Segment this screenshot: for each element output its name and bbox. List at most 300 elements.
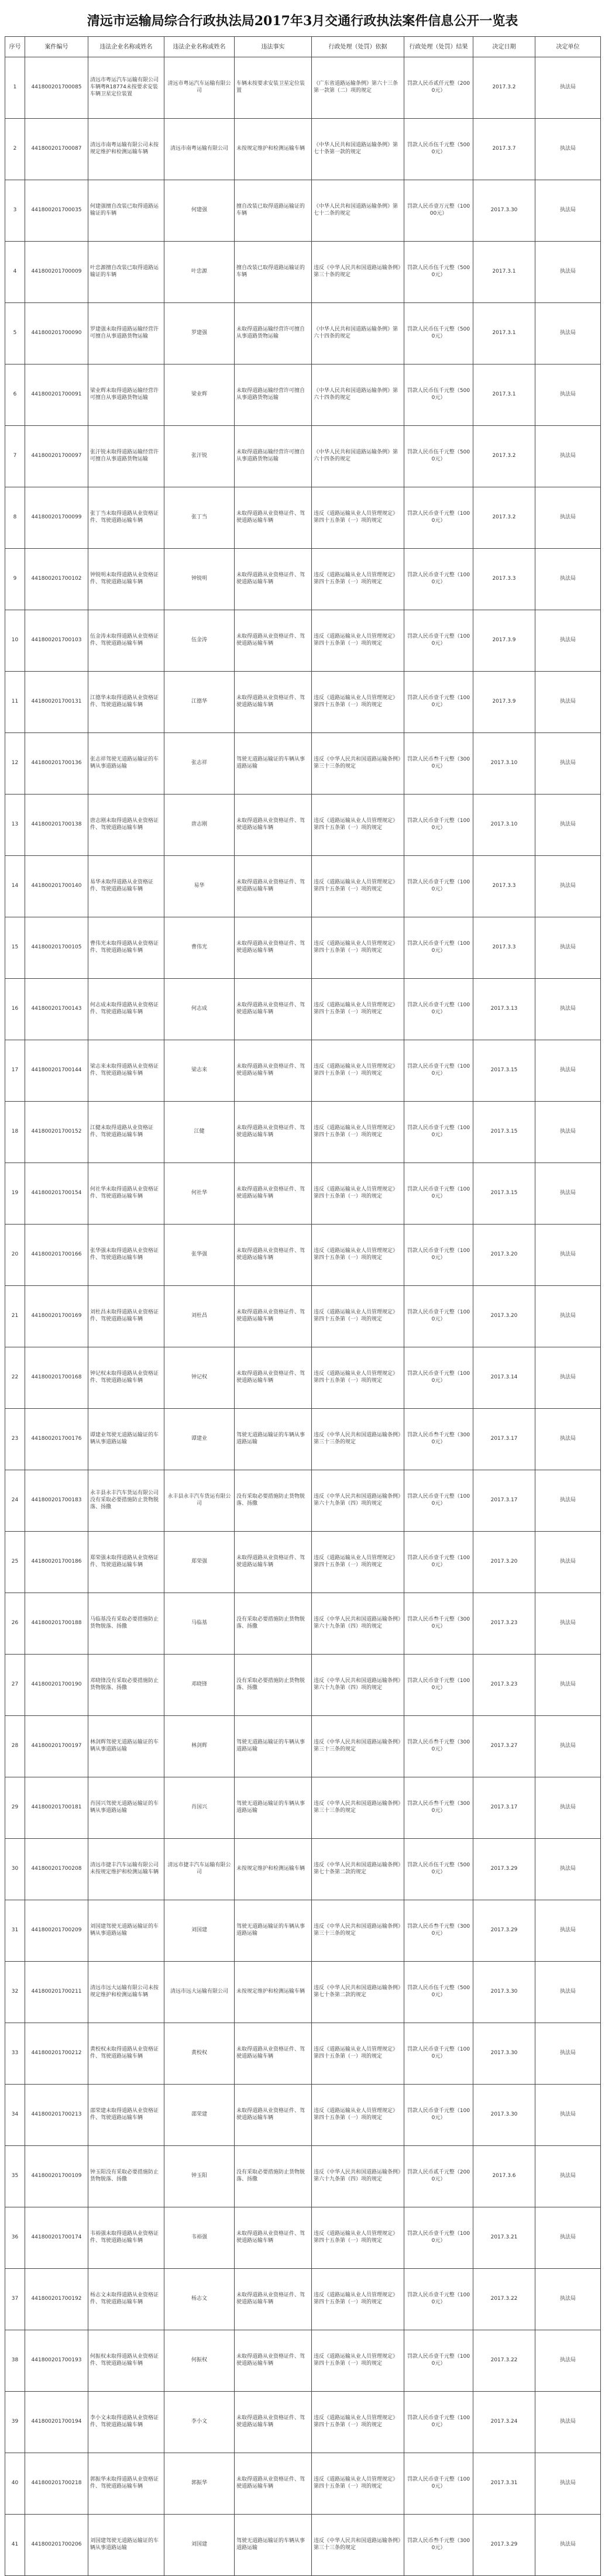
cell-party-name: 林剑辉 [164, 1716, 235, 1777]
cell-basis: 违反《中华人民共和国道路运输条例》第三十三条的规定 [312, 733, 404, 795]
cell-unit: 执法局 [535, 2453, 601, 2515]
cell-unit: 执法局 [535, 672, 601, 733]
cell-index: 14 [5, 856, 25, 917]
cell-violation: 未取得道路从业资格证件、驾驶道路运输车辆 [235, 2085, 312, 2146]
cell-party: 清远市远大运输有限公司未按规定维护和检测运输车辆 [88, 1962, 164, 2023]
table-row [5, 364, 601, 426]
table-row [5, 733, 601, 795]
cell-case-number: 441800201700176 [25, 1409, 88, 1470]
cell-index: 8 [5, 487, 25, 549]
cell-party: 清远市粤运汽车运输有限公司车辆粤R18774未按要求安装车辆卫星定位装置 [88, 57, 164, 119]
cell-unit: 执法局 [535, 1470, 601, 1532]
cell-violation: 未按规定维护和检测运输车辆 [235, 119, 312, 180]
cell-result: 罚款人民币贰仟元整（2000元） [404, 57, 473, 119]
header-date: 决定日期 [473, 37, 535, 57]
cell-party: 梁志来未取得道路从业资格证件、驾驶道路运输车辆 [88, 1040, 164, 1102]
cell-party: 何志成未取得道路从业资格证件、驾驶道路运输车辆 [88, 979, 164, 1040]
cell-index: 24 [5, 1470, 25, 1532]
cell-party-name: 邓晓锋 [164, 1655, 235, 1716]
cell-basis: 违反《道路运输从业人员管理规定》第四十五条第（一）项的规定 [312, 1286, 404, 1347]
cell-case-number: 441800201700102 [25, 549, 88, 610]
cell-violation: 未取得道路运输经营许可擅自从事道路货物运输 [235, 426, 312, 487]
cell-party: 李小文未取得道路从业资格证件、驾驶道路运输车辆 [88, 2392, 164, 2453]
table-row [5, 856, 601, 917]
table-row [5, 1163, 601, 1225]
cell-date: 2017.3.29 [473, 1839, 535, 1900]
cell-violation: 未取得道路从业资格证件、驾驶道路运输车辆 [235, 2023, 312, 2085]
cell-case-number: 441800201700197 [25, 1716, 88, 1777]
cell-unit: 执法局 [535, 2023, 601, 2085]
cell-date: 2017.3.17 [473, 1777, 535, 1839]
cell-case-number: 441800201700087 [25, 119, 88, 180]
cell-basis: 违反《中华人民共和国道路运输条例》第六十九条第（四）项的规定 [312, 1470, 404, 1532]
cell-violation: 车辆未按要求安装卫星定位装置 [235, 57, 312, 119]
cell-unit: 执法局 [535, 2207, 601, 2269]
cell-party-name: 何建强 [164, 180, 235, 242]
cell-basis: 违反《道路运输从业人员管理规定》第四十五条第（一）项的规定 [312, 1347, 404, 1409]
table-row [5, 2146, 601, 2207]
cell-basis: 违反《中华人民共和国道路运输条例》第三十三条的规定 [312, 1777, 404, 1839]
cell-unit: 执法局 [535, 1593, 601, 1655]
cell-party: 何振权未取得道路从业资格证件、驾驶道路运输车辆 [88, 2330, 164, 2392]
table-row [5, 1409, 601, 1470]
cell-unit: 执法局 [535, 2515, 601, 2576]
cell-violation: 未取得道路从业资格证件、驾驶道路运输车辆 [235, 795, 312, 856]
cell-date: 2017.3.29 [473, 1900, 535, 1962]
table-row [5, 303, 601, 364]
cell-result: 罚款人民币叁千元整（3000元） [404, 733, 473, 795]
cell-basis: 违反《中华人民共和国道路运输条例》第三十三条的规定 [312, 1900, 404, 1962]
cell-violation: 未取得道路从业资格证件、驾驶道路运输车辆 [235, 979, 312, 1040]
cell-violation: 未取得道路从业资格证件、驾驶道路运输车辆 [235, 2330, 312, 2392]
cell-result: 罚款人民币伍千元整（5000元） [404, 364, 473, 426]
cell-basis: 违反《中华人民共和国道路运输条例》第六十九条第（四）项的规定 [312, 2146, 404, 2207]
cell-case-number: 441800201700206 [25, 2515, 88, 2576]
cell-party-name: 江德华 [164, 672, 235, 733]
header-basis: 行政处理（处罚）依据 [312, 37, 404, 57]
cell-basis: 违反《道路运输从业人员管理规定》第四十五条第（一）项的规定 [312, 2207, 404, 2269]
cell-case-number: 441800201700103 [25, 610, 88, 672]
cell-case-number: 441800201700009 [25, 242, 88, 303]
cell-case-number: 441800201700140 [25, 856, 88, 917]
cell-violation: 擅自改装已取得道路运输证的车辆 [235, 180, 312, 242]
cell-case-number: 441800201700144 [25, 1040, 88, 1102]
cell-case-number: 441800201700085 [25, 57, 88, 119]
cell-case-number: 441800201700099 [25, 487, 88, 549]
cell-result: 罚款人民币壹千元整（1000元） [404, 795, 473, 856]
cell-party: 江健未取得道路从业资格证件、驾驶道路运输车辆 [88, 1102, 164, 1163]
table-row [5, 180, 601, 242]
table-row [5, 2453, 601, 2515]
cell-date: 2017.3.22 [473, 2330, 535, 2392]
cell-basis: 违反《中华人民共和国道路运输条例》第六十九条第（四）项的规定 [312, 1655, 404, 1716]
cell-violation: 擅自改装已取得道路运输证的车辆 [235, 242, 312, 303]
cell-party-name: 杨志文 [164, 2269, 235, 2330]
cell-unit: 执法局 [535, 1532, 601, 1593]
cell-date: 2017.3.1 [473, 303, 535, 364]
cell-party-name: 韦裕强 [164, 2207, 235, 2269]
cell-result: 罚款人民币伍千元整（5000元） [404, 1962, 473, 2023]
cell-party-name: 郭振华 [164, 2453, 235, 2515]
cell-unit: 执法局 [535, 1347, 601, 1409]
cell-unit: 执法局 [535, 1040, 601, 1102]
cell-result: 罚款人民币壹千元整（1000元） [404, 1225, 473, 1286]
cell-party: 张志祥驾驶无道路运输证的车辆从事道路运输 [88, 733, 164, 795]
cell-party: 易华未取得道路从业资格证件、驾驶道路运输车辆 [88, 856, 164, 917]
cell-basis: 违反《道路运输从业人员管理规定》第四十五条第（一）项的规定 [312, 1225, 404, 1286]
cell-date: 2017.3.30 [473, 1962, 535, 2023]
table-row [5, 2269, 601, 2330]
cell-violation: 未取得道路从业资格证件、驾驶道路运输车辆 [235, 1225, 312, 1286]
cell-party-name: 清远市南粤运输有限公司 [164, 119, 235, 180]
cell-party-name: 黄校权 [164, 2023, 235, 2085]
cell-date: 2017.3.17 [473, 1470, 535, 1532]
cell-basis: 违反《中华人民共和国道路运输条例》第六十九条第（四）项的规定 [312, 1593, 404, 1655]
cell-party-name: 唐志刚 [164, 795, 235, 856]
cell-case-number: 441800201700208 [25, 1839, 88, 1900]
cell-index: 21 [5, 1286, 25, 1347]
cell-unit: 执法局 [535, 1225, 601, 1286]
table-row [5, 2330, 601, 2392]
cell-unit: 执法局 [535, 364, 601, 426]
cell-result: 罚款人民币壹千元整（1000元） [404, 1655, 473, 1716]
cell-basis: 违反《中华人民共和国道路运输条例》第七十条第二款的规定 [312, 1962, 404, 2023]
cell-party-name: 钟锐明 [164, 549, 235, 610]
table-row [5, 242, 601, 303]
cell-date: 2017.3.27 [473, 1716, 535, 1777]
cell-result: 罚款人民币壹千元整（1000元） [404, 917, 473, 979]
cell-basis: 违反《道路运输从业人员管理规定》第四十五条第（一）项的规定 [312, 1040, 404, 1102]
table-row [5, 119, 601, 180]
cell-unit: 执法局 [535, 795, 601, 856]
cell-index: 19 [5, 1163, 25, 1225]
cell-basis: 违反《中华人民共和国道路运输条例》第三十条的规定 [312, 242, 404, 303]
header-result: 行政处理（处罚）结果 [404, 37, 473, 57]
cell-unit: 执法局 [535, 2330, 601, 2392]
cell-basis: 违反《道路运输从业人员管理规定》第四十五条第（一）项的规定 [312, 487, 404, 549]
cell-violation: 未取得道路从业资格证件、驾驶道路运输车辆 [235, 2392, 312, 2453]
cell-party-name: 李小文 [164, 2392, 235, 2453]
cell-index: 25 [5, 1532, 25, 1593]
cell-basis: 违反《道路运输从业人员管理规定》第四十五条第（一）项的规定 [312, 2085, 404, 2146]
cell-date: 2017.3.9 [473, 610, 535, 672]
table-row [5, 1900, 601, 1962]
cell-unit: 执法局 [535, 917, 601, 979]
cell-unit: 执法局 [535, 2085, 601, 2146]
cell-index: 29 [5, 1777, 25, 1839]
cell-result: 罚款人民币壹千元整（1000元） [404, 487, 473, 549]
cell-result: 罚款人民币壹千元整（1000元） [404, 2330, 473, 2392]
cell-party: 邵荣建未取得道路从业资格证件、驾驶道路运输车辆 [88, 2085, 164, 2146]
cell-unit: 执法局 [535, 119, 601, 180]
table-row [5, 2085, 601, 2146]
cell-case-number: 441800201700194 [25, 2392, 88, 2453]
cell-date: 2017.3.1 [473, 242, 535, 303]
cell-unit: 执法局 [535, 1102, 601, 1163]
cell-result: 罚款人民币壹千元整（1000元） [404, 1347, 473, 1409]
cell-result: 罚款人民币壹千元整（1000元） [404, 856, 473, 917]
cell-case-number: 441800201700109 [25, 2146, 88, 2207]
cell-index: 40 [5, 2453, 25, 2515]
cell-unit: 执法局 [535, 1839, 601, 1900]
cell-party-name: 郑荣强 [164, 1532, 235, 1593]
cell-result: 罚款人民币叁千元整（3000元） [404, 1777, 473, 1839]
cell-date: 2017.3.23 [473, 1655, 535, 1716]
cell-party: 郑荣强未取得道路从业资格证件、驾驶道路运输车辆 [88, 1532, 164, 1593]
cell-party: 何社华未取得道路从业资格证件、驾驶道路运输车辆 [88, 1163, 164, 1225]
table-row [5, 1286, 601, 1347]
cell-party: 钟记权未取得道路从业资格证件、驾驶道路运输车辆 [88, 1347, 164, 1409]
table-row [5, 1655, 601, 1716]
cell-party-name: 张志祥 [164, 733, 235, 795]
cell-basis: 违反《道路运输从业人员管理规定》第四十五条第（一）项的规定 [312, 1532, 404, 1593]
cell-result: 罚款人民币壹千元整（1000元） [404, 1532, 473, 1593]
cell-date: 2017.3.23 [473, 1593, 535, 1655]
cell-violation: 没有采取必要措施防止货物脱落、扬撒 [235, 2146, 312, 2207]
cell-party-name: 曹伟光 [164, 917, 235, 979]
cell-case-number: 441800201700212 [25, 2023, 88, 2085]
cell-unit: 执法局 [535, 1777, 601, 1839]
cell-party-name: 何志成 [164, 979, 235, 1040]
cell-case-number: 441800201700168 [25, 1347, 88, 1409]
cell-party-name: 张汗锐 [164, 426, 235, 487]
cell-case-number: 441800201700136 [25, 733, 88, 795]
cell-case-number: 441800201700209 [25, 1900, 88, 1962]
cell-case-number: 441800201700091 [25, 364, 88, 426]
cell-result: 罚款人民币叁千元整（3000元） [404, 1900, 473, 1962]
cell-party-name: 清远市捷丰汽车运输有限公司 [164, 1839, 235, 1900]
table-row [5, 1225, 601, 1286]
cell-violation: 没有采取必要措施防止货物脱落、扬撒 [235, 1470, 312, 1532]
cell-party: 杨志文未取得道路从业资格证件、驾驶道路运输车辆 [88, 2269, 164, 2330]
table-row [5, 57, 601, 119]
cell-violation: 未取得道路从业资格证件、驾驶道路运输车辆 [235, 1347, 312, 1409]
cell-result: 罚款人民币叁千元整（3000元） [404, 1593, 473, 1655]
cell-party-name: 刘国建 [164, 2515, 235, 2576]
page-title: 清远市运输局综合行政执法局2017年3月交通行政执法案件信息公开一览表 [87, 13, 518, 29]
cell-date: 2017.3.2 [473, 57, 535, 119]
cell-basis: 违反《道路运输从业人员管理规定》第四十五条第（一）项的规定 [312, 672, 404, 733]
cell-basis: 违反《道路运输从业人员管理规定》第四十五条第（一）项的规定 [312, 2023, 404, 2085]
cell-unit: 执法局 [535, 57, 601, 119]
cell-unit: 执法局 [535, 303, 601, 364]
cell-result: 罚款人民币伍千元整（5000元） [404, 119, 473, 180]
table-row [5, 2207, 601, 2269]
cell-index: 18 [5, 1102, 25, 1163]
cell-violation: 未取得道路从业资格证件、驾驶道路运输车辆 [235, 549, 312, 610]
cell-party: 钟玉阳没有采取必要措施防止货物脱落、扬撒 [88, 2146, 164, 2207]
cell-index: 1 [5, 57, 25, 119]
cell-index: 11 [5, 672, 25, 733]
cell-index: 41 [5, 2515, 25, 2576]
cell-party-name: 伍金涛 [164, 610, 235, 672]
cell-date: 2017.3.31 [473, 2453, 535, 2515]
cell-index: 28 [5, 1716, 25, 1777]
cell-unit: 执法局 [535, 487, 601, 549]
table-row [5, 610, 601, 672]
cell-basis: 违反《道路运输从业人员管理规定》第四十五条第（一）项的规定 [312, 610, 404, 672]
header-party: 违法企业名称或姓名 [88, 37, 164, 57]
cell-party-name: 江健 [164, 1102, 235, 1163]
cell-date: 2017.3.9 [473, 672, 535, 733]
cell-date: 2017.3.14 [473, 1347, 535, 1409]
cell-party-name: 永丰县永丰汽车货运有限公司 [164, 1470, 235, 1532]
cell-unit: 执法局 [535, 426, 601, 487]
cell-date: 2017.3.15 [473, 1163, 535, 1225]
cell-unit: 执法局 [535, 1286, 601, 1347]
cell-date: 2017.3.24 [473, 2392, 535, 2453]
table-row [5, 1347, 601, 1409]
cell-party: 谭建业驾驶无道路运输证的车辆从事道路运输 [88, 1409, 164, 1470]
cell-case-number: 441800201700090 [25, 303, 88, 364]
cell-index: 20 [5, 1225, 25, 1286]
cell-basis: 违反《中华人民共和国道路运输条例》第三十三条的规定 [312, 1716, 404, 1777]
cell-basis: 违反《中华人民共和国道路运输条例》第七十条第二款的规定 [312, 1839, 404, 1900]
table-row [5, 1962, 601, 2023]
table-row [5, 1593, 601, 1655]
cell-result: 罚款人民币叁千元整（3000元） [404, 2515, 473, 2576]
cell-party: 邓晓锋没有采取必要措施防止货物脱落、扬撒 [88, 1655, 164, 1716]
cell-case-number: 441800201700213 [25, 2085, 88, 2146]
cell-party: 江德华未取得道路从业资格证件、驾驶道路运输车辆 [88, 672, 164, 733]
cell-violation: 未取得道路从业资格证件、驾驶道路运输车辆 [235, 610, 312, 672]
table-body [5, 57, 601, 2576]
cell-basis: 违反《道路运输从业人员管理规定》第四十五条第（一）项的规定 [312, 795, 404, 856]
cell-index: 13 [5, 795, 25, 856]
table-row [5, 1532, 601, 1593]
cell-violation: 未取得道路从业资格证件、驾驶道路运输车辆 [235, 856, 312, 917]
cell-party-name: 张丁当 [164, 487, 235, 549]
cell-result: 罚款人民币叁千元整（3000元） [404, 1409, 473, 1470]
cell-case-number: 441800201700105 [25, 917, 88, 979]
cell-index: 22 [5, 1347, 25, 1409]
cell-party: 何建强擅自改装已取得道路运输证的车辆 [88, 180, 164, 242]
table-row [5, 1777, 601, 1839]
cell-date: 2017.3.7 [473, 119, 535, 180]
cell-basis: 违反《中华人民共和国道路运输条例》第三十三条的规定 [312, 1409, 404, 1470]
cell-index: 32 [5, 1962, 25, 2023]
cell-index: 39 [5, 2392, 25, 2453]
cell-basis: 《广东省道路运输条例》第六十三条第一款第（二）项的规定 [312, 57, 404, 119]
cell-date: 2017.3.30 [473, 2023, 535, 2085]
cell-case-number: 441800201700138 [25, 795, 88, 856]
cell-unit: 执法局 [535, 1163, 601, 1225]
cell-result: 罚款人民币壹千元整（1000元） [404, 2023, 473, 2085]
cell-case-number: 441800201700211 [25, 1962, 88, 2023]
cell-party-name: 邵荣建 [164, 2085, 235, 2146]
table-row [5, 549, 601, 610]
cell-unit: 执法局 [535, 2146, 601, 2207]
cell-date: 2017.3.17 [473, 1409, 535, 1470]
cell-date: 2017.3.20 [473, 1286, 535, 1347]
cell-party: 郭振华未取得道路从业资格证件、驾驶道路运输车辆 [88, 2453, 164, 2515]
cell-result: 罚款人民币壹千元整（1000元） [404, 2085, 473, 2146]
cell-index: 3 [5, 180, 25, 242]
cell-party: 刘杜昌未取得道路从业资格证件、驾驶道路运输车辆 [88, 1286, 164, 1347]
cell-result: 罚款人民币壹千元整（1000元） [404, 2207, 473, 2269]
cell-violation: 驾驶无道路运输证的车辆从事道路运输 [235, 733, 312, 795]
cell-result: 罚款人民币伍千元整（5000元） [404, 242, 473, 303]
cell-party: 张汗锐未取得道路运输经营许可擅自从事道路货物运输 [88, 426, 164, 487]
cell-basis: 违反《道路运输从业人员管理规定》第四十五条第（一）项的规定 [312, 549, 404, 610]
cell-index: 5 [5, 303, 25, 364]
cell-party: 韦裕强未取得道路从业资格证件、驾驶道路运输车辆 [88, 2207, 164, 2269]
cell-violation: 未取得道路从业资格证件、驾驶道路运输车辆 [235, 672, 312, 733]
table-row [5, 2515, 601, 2576]
cell-party-name: 张华强 [164, 1225, 235, 1286]
cell-date: 2017.3.2 [473, 487, 535, 549]
table-row [5, 1470, 601, 1532]
cell-case-number: 441800201700188 [25, 1593, 88, 1655]
cell-result: 罚款人民币壹千元整（1000元） [404, 1040, 473, 1102]
cell-date: 2017.3.3 [473, 549, 535, 610]
cell-index: 37 [5, 2269, 25, 2330]
cell-index: 12 [5, 733, 25, 795]
cell-violation: 未取得道路从业资格证件、驾驶道路运输车辆 [235, 487, 312, 549]
cell-violation: 驾驶无道路运输证的车辆从事道路运输 [235, 2515, 312, 2576]
cell-party-name: 易华 [164, 856, 235, 917]
cell-date: 2017.3.30 [473, 180, 535, 242]
cell-index: 17 [5, 1040, 25, 1102]
cell-party: 张华强未取得道路从业资格证件、驾驶道路运输车辆 [88, 1225, 164, 1286]
cell-result: 罚款人民币壹千元整（1000元） [404, 549, 473, 610]
cell-violation: 未取得道路从业资格证件、驾驶道路运输车辆 [235, 2269, 312, 2330]
cell-party: 伍金涛未取得道路从业资格证件、驾驶道路运输车辆 [88, 610, 164, 672]
cell-violation: 未取得道路从业资格证件、驾驶道路运输车辆 [235, 2453, 312, 2515]
cell-date: 2017.3.30 [473, 2085, 535, 2146]
cell-party: 肖国兴驾驶无道路运输证的车辆从事道路运输 [88, 1777, 164, 1839]
cell-party: 清远市捷丰汽车运输有限公司未按规定维护和检测运输车辆 [88, 1839, 164, 1900]
cell-case-number: 441800201700192 [25, 2269, 88, 2330]
header-index: 序号 [5, 37, 25, 57]
cell-case-number: 441800201700169 [25, 1286, 88, 1347]
cell-party-name: 叶忠源 [164, 242, 235, 303]
cell-basis: 违反《道路运输从业人员管理规定》第四十五条第（一）项的规定 [312, 2269, 404, 2330]
cell-index: 16 [5, 979, 25, 1040]
cell-date: 2017.3.1 [473, 364, 535, 426]
cell-unit: 执法局 [535, 856, 601, 917]
table-row [5, 1102, 601, 1163]
cell-date: 2017.3.13 [473, 979, 535, 1040]
cell-party-name: 清远市远大运输有限公司 [164, 1962, 235, 2023]
cell-party: 林剑辉驾驶无道路运输证的车辆从事道路运输 [88, 1716, 164, 1777]
cell-date: 2017.3.15 [473, 1040, 535, 1102]
cell-case-number: 441800201700097 [25, 426, 88, 487]
cell-result: 罚款人民币伍千元整（5000元） [404, 1839, 473, 1900]
case-table [5, 36, 601, 2576]
cell-result: 罚款人民币壹千元整（1000元） [404, 1163, 473, 1225]
cell-index: 15 [5, 917, 25, 979]
table-row [5, 1839, 601, 1900]
cell-basis: 违反《道路运输从业人员管理规定》第四十五条第（一）项的规定 [312, 1102, 404, 1163]
cell-result: 罚款人民币壹千元整（1000元） [404, 1470, 473, 1532]
table-row [5, 1040, 601, 1102]
cell-party: 刘国建驾驶无道路运输证的车辆从事道路运输 [88, 2515, 164, 2576]
cell-date: 2017.3.10 [473, 733, 535, 795]
cell-index: 31 [5, 1900, 25, 1962]
cell-date: 2017.3.2 [473, 426, 535, 487]
cell-party-name: 肖国兴 [164, 1777, 235, 1839]
cell-basis: 《中华人民共和国道路运输条例》第六十四条的规定 [312, 303, 404, 364]
cell-party: 曹伟光未取得道路从业资格证件、驾驶道路运输车辆 [88, 917, 164, 979]
cell-basis: 违反《道路运输从业人员管理规定》第四十五条第（一）项的规定 [312, 1163, 404, 1225]
cell-basis: 《中华人民共和国道路运输条例》第七十二条的规定 [312, 180, 404, 242]
cell-violation: 未取得道路运输经营许可擅自从事道路货物运输 [235, 364, 312, 426]
cell-party-name: 马临基 [164, 1593, 235, 1655]
table-row [5, 2023, 601, 2085]
cell-party-name: 刘杜昌 [164, 1286, 235, 1347]
cell-party-name: 梁业辉 [164, 364, 235, 426]
